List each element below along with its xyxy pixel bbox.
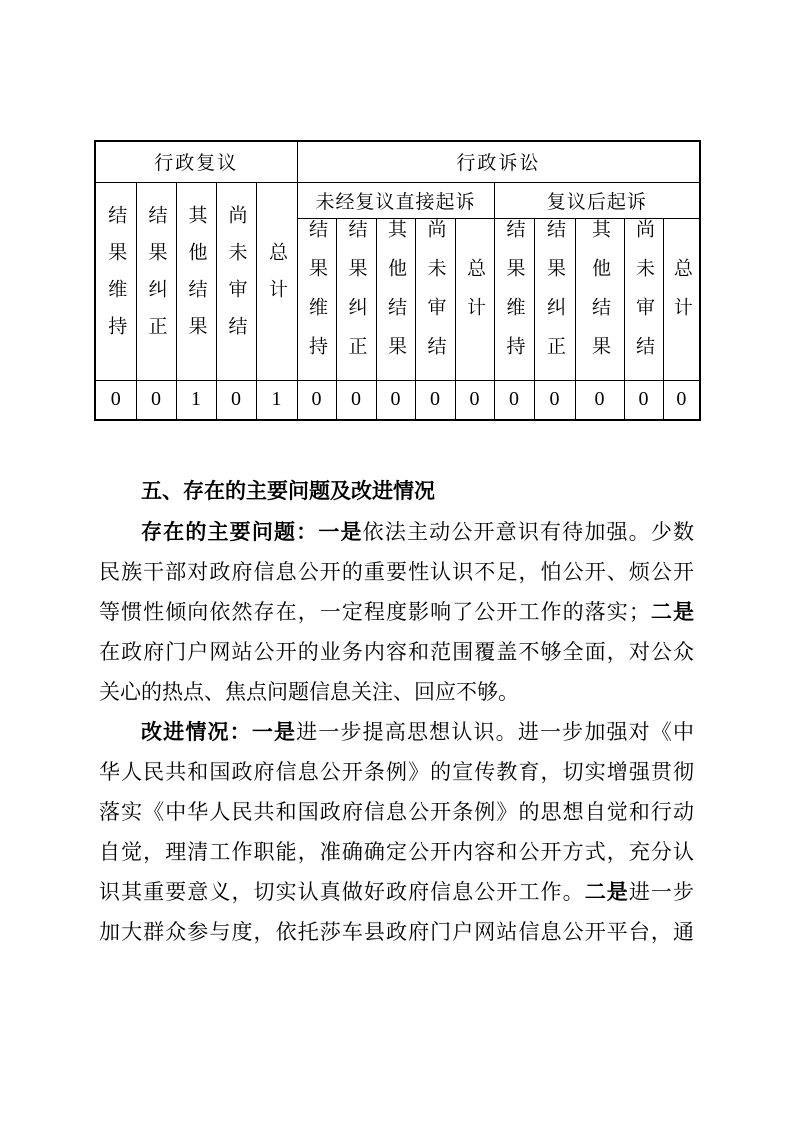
text-segment: 关心的热点、焦点问题信息关注、回应不够。 (99, 680, 519, 704)
post-review-litigation-subheader: 复议后起诉 (494, 182, 700, 218)
review-col-header (136, 182, 176, 380)
post-review-col-header (663, 218, 700, 380)
text-segment: 存在的主要问题：一是 (141, 521, 363, 544)
text-segment: 等惯性倾向依然存在，一定程度影响了公开工作的落实； (99, 600, 650, 624)
text-segment: 进一步提高思想认识。进一步加强对《中 (296, 720, 695, 744)
paragraph-line (99, 792, 694, 832)
value-cell: 0 (534, 380, 575, 420)
col-header-label: 结果纠正 (345, 218, 367, 375)
col-header-label: 总计 (464, 257, 486, 336)
text-segment: 依法主动公开意识有待加强。少数 (362, 520, 695, 544)
col-header-label: 其他结果 (589, 218, 611, 375)
value-cell: 0 (663, 380, 700, 420)
col-header-label: 尚未审结 (633, 218, 655, 375)
value-cell: 1 (176, 380, 216, 420)
text-segment: 自觉，理清工作职能，准确确定公开内容和公开方式，充分认 (99, 840, 694, 864)
paragraph-line (99, 872, 694, 912)
value-cell: 0 (376, 380, 415, 420)
text-segment: 进一步 (628, 880, 695, 904)
value-cell: 0 (575, 380, 624, 420)
value-cell: 1 (256, 380, 297, 420)
paragraph-line (99, 712, 694, 752)
value-cell: 0 (297, 380, 336, 420)
col-header-label: 尚未审结 (225, 204, 247, 353)
text-segment: 民族干部对政府信息公开的重要性认识不足，怕公开、烦公开 (99, 560, 694, 584)
direct-col-header (376, 218, 415, 380)
post-review-col-header (534, 218, 575, 380)
paragraph-line (99, 832, 694, 872)
col-header-label: 其他结果 (185, 204, 207, 353)
col-header-label: 结果维持 (306, 218, 328, 375)
post-review-col-header (624, 218, 663, 380)
direct-litigation-subheader: 未经复议直接起诉 (297, 182, 494, 218)
table-value-row (95, 380, 700, 420)
text-segment: 加大群众参与度，依托莎车县政府门户网站信息公开平台，通 (99, 920, 694, 944)
paragraph-line (99, 912, 694, 952)
text-segment: 改进情况：一是 (141, 721, 297, 744)
direct-col-header (297, 218, 336, 380)
value-cell: 0 (455, 380, 494, 420)
review-col-header (256, 182, 297, 380)
section-heading: 五、存在的主要问题及改进情况 (141, 480, 435, 503)
direct-col-header (455, 218, 494, 380)
col-header-label: 结果维持 (503, 218, 525, 375)
col-header-label: 总计 (266, 241, 288, 316)
paragraph-line (99, 552, 694, 592)
paragraph-line (99, 632, 694, 672)
review-col-header (176, 182, 216, 380)
col-header-label: 结果纠正 (145, 204, 167, 353)
col-header-label: 总计 (670, 257, 692, 336)
review-group-header: 行政复议 (95, 141, 297, 182)
value-cell: 0 (624, 380, 663, 420)
statistics-table (94, 140, 701, 421)
litigation-group-header: 行政诉讼 (297, 141, 700, 182)
value-cell: 0 (494, 380, 534, 420)
value-cell: 0 (95, 380, 136, 420)
text-segment: 二是 (649, 601, 694, 624)
col-header-label: 其他结果 (385, 218, 407, 375)
text-segment: 华人民共和国政府信息公开条例》的宣传教育，切实增强贯彻 (99, 760, 694, 784)
col-header-label: 结果纠正 (544, 218, 566, 375)
value-cell: 0 (415, 380, 455, 420)
table-group-header-row (95, 141, 700, 182)
text-segment: 识其重要意义，切实认真做好政府信息公开工作。 (99, 880, 585, 904)
text-segment: 二是 (584, 881, 629, 904)
value-cell: 0 (336, 380, 376, 420)
paragraph-line (99, 512, 694, 552)
text-segment: 在政府门户网站公开的业务内容和范围覆盖不够全面，对公众 (99, 640, 694, 664)
body-text (99, 472, 694, 952)
value-cell: 0 (216, 380, 256, 420)
post-review-col-header (494, 218, 534, 380)
review-col-header (95, 182, 136, 380)
post-review-col-header (575, 218, 624, 380)
direct-col-header (415, 218, 455, 380)
value-cell: 0 (136, 380, 176, 420)
col-header-label: 尚未审结 (424, 218, 446, 375)
direct-col-header (336, 218, 376, 380)
text-segment: 落实《中华人民共和国政府信息公开条例》的思想自觉和行动 (99, 800, 694, 824)
review-col-header (216, 182, 256, 380)
col-header-label: 结果维持 (105, 204, 127, 353)
paragraph-line (99, 752, 694, 792)
table-subgroup-row (95, 182, 700, 218)
paragraph-line (99, 672, 694, 712)
paragraph-line (99, 592, 694, 632)
